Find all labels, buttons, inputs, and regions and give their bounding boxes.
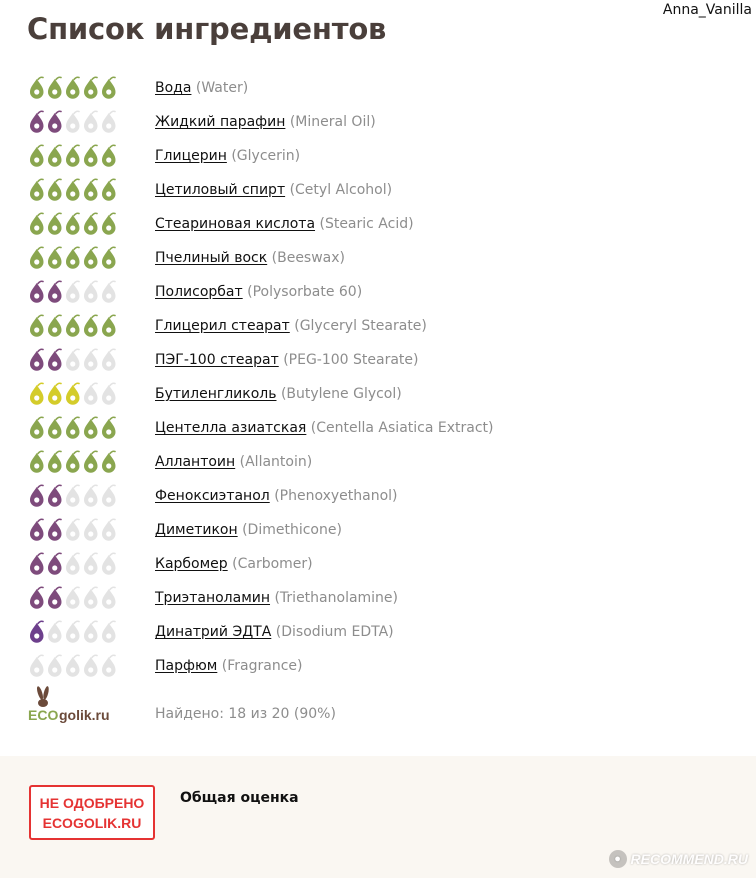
empty-drop-icon [46, 654, 64, 678]
safety-rating [28, 347, 118, 373]
ingredient-row [0, 547, 756, 581]
page-title: Список ингредиентов [27, 12, 387, 46]
filled-drop-icon [28, 484, 46, 508]
safety-rating [28, 483, 118, 509]
ingredient-english-name: (Glyceryl Stearate) [294, 318, 427, 334]
filled-drop-icon [28, 416, 46, 440]
ingredient-english-name: (Butylene Glycol) [280, 386, 402, 402]
ingredient-link[interactable]: Аллантоин [155, 454, 236, 470]
badge-line-2: ECOGOLIK.RU [42, 814, 142, 831]
filled-drop-icon [46, 552, 64, 576]
ingredient-name [155, 113, 376, 131]
filled-drop-icon [82, 144, 100, 168]
filled-drop-icon [46, 484, 64, 508]
filled-drop-icon [82, 450, 100, 474]
empty-drop-icon [100, 552, 118, 576]
ingredient-row [0, 275, 756, 309]
ingredient-english-name: (Stearic Acid) [319, 216, 414, 232]
filled-drop-icon [100, 212, 118, 236]
ingredient-link[interactable]: Жидкий парафин [155, 114, 286, 130]
filled-drop-icon [82, 246, 100, 270]
filled-drop-icon [28, 348, 46, 372]
filled-drop-icon [100, 416, 118, 440]
found-count: Найдено: 18 из 20 (90%) [155, 706, 336, 722]
ingredient-link[interactable]: Пчелиный воск [155, 250, 268, 266]
ingredient-link[interactable]: Карбомер [155, 556, 228, 572]
ingredient-link[interactable]: Глицерил стеарат [155, 318, 290, 334]
filled-drop-icon [28, 110, 46, 134]
ingredient-name [155, 657, 302, 675]
footer-row [0, 686, 756, 736]
ingredient-name [155, 147, 300, 165]
safety-rating [28, 517, 118, 543]
ingredient-name [155, 317, 427, 335]
empty-drop-icon [100, 280, 118, 304]
filled-drop-icon [64, 450, 82, 474]
filled-drop-icon [82, 178, 100, 202]
filled-drop-icon [28, 552, 46, 576]
filled-drop-icon [64, 212, 82, 236]
ingredient-row [0, 139, 756, 173]
badge-line-1: НЕ ОДОБРЕНО [39, 794, 145, 811]
safety-rating [28, 211, 118, 237]
filled-drop-icon [46, 110, 64, 134]
ingredient-row [0, 241, 756, 275]
empty-drop-icon [64, 518, 82, 542]
ingredient-english-name: (Water) [195, 80, 249, 96]
filled-drop-icon [64, 76, 82, 100]
safety-rating [28, 415, 118, 441]
ingredient-link[interactable]: Центелла азиатская [155, 420, 307, 436]
ingredient-name [155, 487, 398, 505]
filled-drop-icon [64, 178, 82, 202]
empty-drop-icon [82, 552, 100, 576]
empty-drop-icon [100, 484, 118, 508]
empty-drop-icon [46, 620, 64, 644]
empty-drop-icon [100, 586, 118, 610]
ingredient-link[interactable]: Парфюм [155, 658, 218, 674]
ingredient-link[interactable]: Цетиловый спирт [155, 182, 286, 198]
ingredient-row [0, 377, 756, 411]
ingredient-link[interactable]: Триэтаноламин [155, 590, 271, 606]
ingredient-row [0, 173, 756, 207]
ingredient-english-name: (Glycerin) [231, 148, 301, 164]
ingredient-row [0, 343, 756, 377]
logo-eco-text: ECO [28, 707, 59, 723]
ingredient-name [155, 521, 342, 539]
ingredient-name [155, 283, 362, 301]
empty-drop-icon [28, 654, 46, 678]
filled-drop-icon [46, 280, 64, 304]
empty-drop-icon [64, 654, 82, 678]
safety-rating [28, 177, 118, 203]
filled-drop-icon [46, 76, 64, 100]
filled-drop-icon [100, 246, 118, 270]
watermark [609, 850, 748, 868]
ingredient-row [0, 207, 756, 241]
filled-drop-icon [100, 450, 118, 474]
ingredient-english-name: (Triethanolamine) [274, 590, 399, 606]
empty-drop-icon [82, 518, 100, 542]
ingredient-english-name: (PEG-100 Stearate) [283, 352, 419, 368]
ingredient-english-name: (Allantoin) [239, 454, 313, 470]
ingredient-name [155, 419, 493, 437]
ingredient-link[interactable]: Диметикон [155, 522, 238, 538]
ingredient-english-name: (Carbomer) [232, 556, 313, 572]
filled-drop-icon [46, 212, 64, 236]
filled-drop-icon [28, 212, 46, 236]
empty-drop-icon [100, 518, 118, 542]
ingredient-row [0, 411, 756, 445]
filled-drop-icon [46, 586, 64, 610]
filled-drop-icon [46, 246, 64, 270]
filled-drop-icon [46, 450, 64, 474]
ingredient-row [0, 615, 756, 649]
filled-drop-icon [46, 178, 64, 202]
empty-drop-icon [100, 382, 118, 406]
not-approved-badge [29, 785, 155, 840]
empty-drop-icon [64, 280, 82, 304]
filled-drop-icon [28, 280, 46, 304]
empty-drop-icon [82, 484, 100, 508]
filled-drop-icon [46, 314, 64, 338]
ingredient-english-name: (Beeswax) [271, 250, 346, 266]
filled-drop-icon [100, 76, 118, 100]
ingredient-name [155, 385, 402, 403]
overall-rating-label: Общая оценка [180, 790, 299, 806]
username[interactable]: Anna_Vanilla [662, 2, 752, 18]
safety-rating [28, 551, 118, 577]
ingredient-row [0, 71, 756, 105]
filled-drop-icon [82, 314, 100, 338]
empty-drop-icon [82, 586, 100, 610]
empty-drop-icon [64, 586, 82, 610]
filled-drop-icon [28, 450, 46, 474]
ingredient-english-name: (Centella Asiatica Extract) [310, 420, 494, 436]
safety-rating [28, 245, 118, 271]
ingredient-row [0, 649, 756, 683]
ingredient-name [155, 249, 345, 267]
filled-drop-icon [64, 314, 82, 338]
recommend-logo-icon: ● [609, 850, 627, 868]
filled-drop-icon [28, 246, 46, 270]
filled-drop-icon [28, 76, 46, 100]
ingredient-link[interactable]: Стеариновая кислота [155, 216, 316, 232]
safety-rating [28, 109, 118, 135]
ingredient-english-name: (Dimethicone) [242, 522, 342, 538]
safety-rating [28, 279, 118, 305]
empty-drop-icon [100, 620, 118, 644]
filled-drop-icon [64, 416, 82, 440]
filled-drop-icon [28, 586, 46, 610]
safety-rating [28, 585, 118, 611]
safety-rating [28, 143, 118, 169]
empty-drop-icon [64, 620, 82, 644]
rabbit-logo-icon [28, 686, 128, 732]
filled-drop-icon [28, 314, 46, 338]
filled-drop-icon [100, 314, 118, 338]
filled-drop-icon [64, 246, 82, 270]
filled-drop-icon [82, 416, 100, 440]
ingredient-link[interactable]: Динатрий ЭДТА [155, 624, 272, 640]
empty-drop-icon [82, 110, 100, 134]
ingredient-row [0, 445, 756, 479]
ingredient-english-name: (Phenoxyethanol) [274, 488, 398, 504]
safety-rating [28, 75, 118, 101]
empty-drop-icon [82, 280, 100, 304]
safety-rating [28, 653, 118, 679]
empty-drop-icon [100, 348, 118, 372]
ingredient-link[interactable]: Глицерин [155, 148, 227, 164]
empty-drop-icon [64, 484, 82, 508]
safety-rating [28, 313, 118, 339]
ingredient-name [155, 215, 414, 233]
filled-drop-icon [46, 518, 64, 542]
ingredient-name [155, 351, 418, 369]
ingredient-english-name: (Polysorbate 60) [247, 284, 363, 300]
empty-drop-icon [100, 110, 118, 134]
ingredient-row [0, 479, 756, 513]
empty-drop-icon [64, 110, 82, 134]
filled-drop-icon [28, 144, 46, 168]
ingredient-english-name: (Cetyl Alcohol) [289, 182, 393, 198]
empty-drop-icon [64, 552, 82, 576]
filled-drop-icon [28, 518, 46, 542]
filled-drop-icon [64, 382, 82, 406]
filled-drop-icon [82, 212, 100, 236]
ingredient-row [0, 105, 756, 139]
ingredient-row [0, 309, 756, 343]
ingredient-name [155, 181, 392, 199]
empty-drop-icon [82, 382, 100, 406]
filled-drop-icon [28, 178, 46, 202]
ingredient-name [155, 623, 394, 641]
ingredient-english-name: (Disodium EDTA) [275, 624, 394, 640]
filled-drop-icon [100, 178, 118, 202]
filled-drop-icon [28, 620, 46, 644]
empty-drop-icon [82, 620, 100, 644]
ingredient-list [0, 71, 756, 683]
empty-drop-icon [100, 654, 118, 678]
filled-drop-icon [64, 144, 82, 168]
ingredient-row [0, 581, 756, 615]
safety-rating [28, 619, 118, 645]
filled-drop-icon [46, 348, 64, 372]
ingredient-link[interactable]: Бутиленгликоль [155, 386, 277, 402]
filled-drop-icon [46, 144, 64, 168]
ingredient-link[interactable]: Феноксиэтанол [155, 488, 270, 504]
ingredient-row [0, 513, 756, 547]
filled-drop-icon [28, 382, 46, 406]
empty-drop-icon [64, 348, 82, 372]
ingredient-english-name: (Fragrance) [221, 658, 303, 674]
ingredient-name [155, 589, 398, 607]
ingredient-link[interactable]: Вода [155, 80, 192, 96]
ingredient-english-name: (Mineral Oil) [289, 114, 376, 130]
logo-domain-text: golik.ru [59, 707, 110, 723]
ingredient-name [155, 79, 248, 97]
filled-drop-icon [100, 144, 118, 168]
empty-drop-icon [82, 654, 100, 678]
filled-drop-icon [82, 76, 100, 100]
filled-drop-icon [46, 382, 64, 406]
ingredient-name [155, 453, 312, 471]
ecogolik-logo[interactable] [28, 686, 128, 732]
filled-drop-icon [46, 416, 64, 440]
watermark-text: RECOMMEND.RU [630, 851, 748, 867]
safety-rating [28, 449, 118, 475]
ingredient-link[interactable]: Полисорбат [155, 284, 243, 300]
ingredient-name [155, 555, 313, 573]
safety-rating [28, 381, 118, 407]
ingredient-link[interactable]: ПЭГ-100 стеарат [155, 352, 279, 368]
empty-drop-icon [82, 348, 100, 372]
